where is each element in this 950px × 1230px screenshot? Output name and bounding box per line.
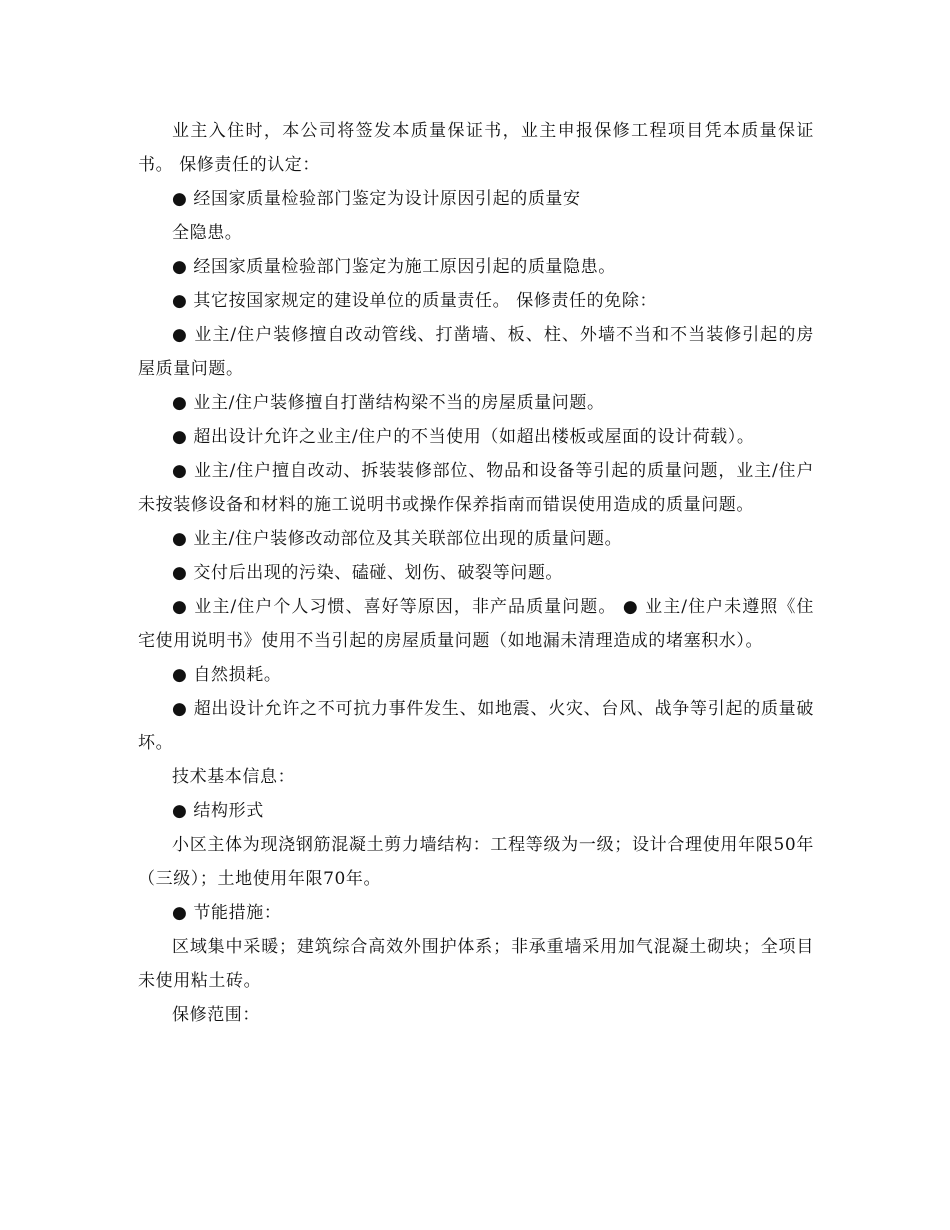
- bullet-unauthorized-changes: ● 业主/住户擅自改动、拆装装修部位、物品和设备等引起的质量问题，业主/住户未按装修设备和材料的施工说明书或操作保养指南而错误使用造成的质量问题。: [138, 461, 814, 515]
- bullet-beam-chiseling: ● 业主/住户装修擅自打凿结构梁不当的房屋质量问题。: [172, 393, 605, 413]
- paragraph-intro: 业主入住时，本公司将签发本质量保证书，业主申报保修工程项目凭本质量保证书。 保修责任的认定：: [138, 121, 814, 175]
- document-body: [138, 114, 814, 1032]
- bullet-personal-habits: ● 业主/住户个人习惯、喜好等原因，非产品质量问题。 ● 业主/住户未遵照《住宅使用说明书》使用不当引起的房屋质量问题（如地漏未清理造成的堵塞积水）。: [138, 597, 814, 651]
- bullet-force-majeure: ● 超出设计允许之不可抗力事件发生、如地震、火灾、台风、战争等引起的质量破坏。: [138, 699, 814, 753]
- bullet-natural-wear: ● 自然损耗。: [172, 665, 282, 685]
- bullet-construction-cause: ● 经国家质量检验部门鉴定为施工原因引起的质量隐患。: [172, 257, 616, 277]
- bullet-renovation-areas: ● 业主/住户装修改动部位及其关联部位出现的质量问题。: [172, 529, 623, 549]
- bullet-energy-saving: ● 节能措施：: [172, 903, 282, 923]
- paragraph-continuation: 全隐患。: [172, 223, 243, 243]
- paragraph-structure-details: 小区主体为现浇钢筋混凝土剪力墙结构：工程等级为一级；设计合理使用年限50年（三级）；土地使用年限70年。: [138, 835, 814, 889]
- bullet-structure-form: ● 结构形式: [172, 801, 264, 821]
- bullet-post-delivery-damage: ● 交付后出现的污染、磕碰、划伤、破裂等问题。: [172, 563, 564, 583]
- bullet-pipeline-modification: ● 业主/住户装修擅自改动管线、打凿墙、板、柱、外墙不当和不当装修引起的房屋质量问题。: [138, 325, 814, 379]
- heading-warranty-scope: 保修范围：: [172, 1005, 260, 1025]
- paragraph-energy-details: 区域集中采暖；建筑综合高效外围护体系；非承重墙采用加气混凝土砌块；全项目未使用粘土砖。: [138, 937, 814, 991]
- heading-technical-info: 技术基本信息：: [172, 767, 296, 787]
- bullet-improper-use: ● 超出设计允许之业主/住户的不当使用（如超出楼板或屋面的设计荷载）。: [172, 427, 755, 447]
- bullet-design-cause: ● 经国家质量检验部门鉴定为设计原因引起的质量安: [172, 189, 581, 209]
- bullet-other-responsibility: ● 其它按国家规定的建设单位的质量责任。 保修责任的免除：: [172, 291, 658, 311]
